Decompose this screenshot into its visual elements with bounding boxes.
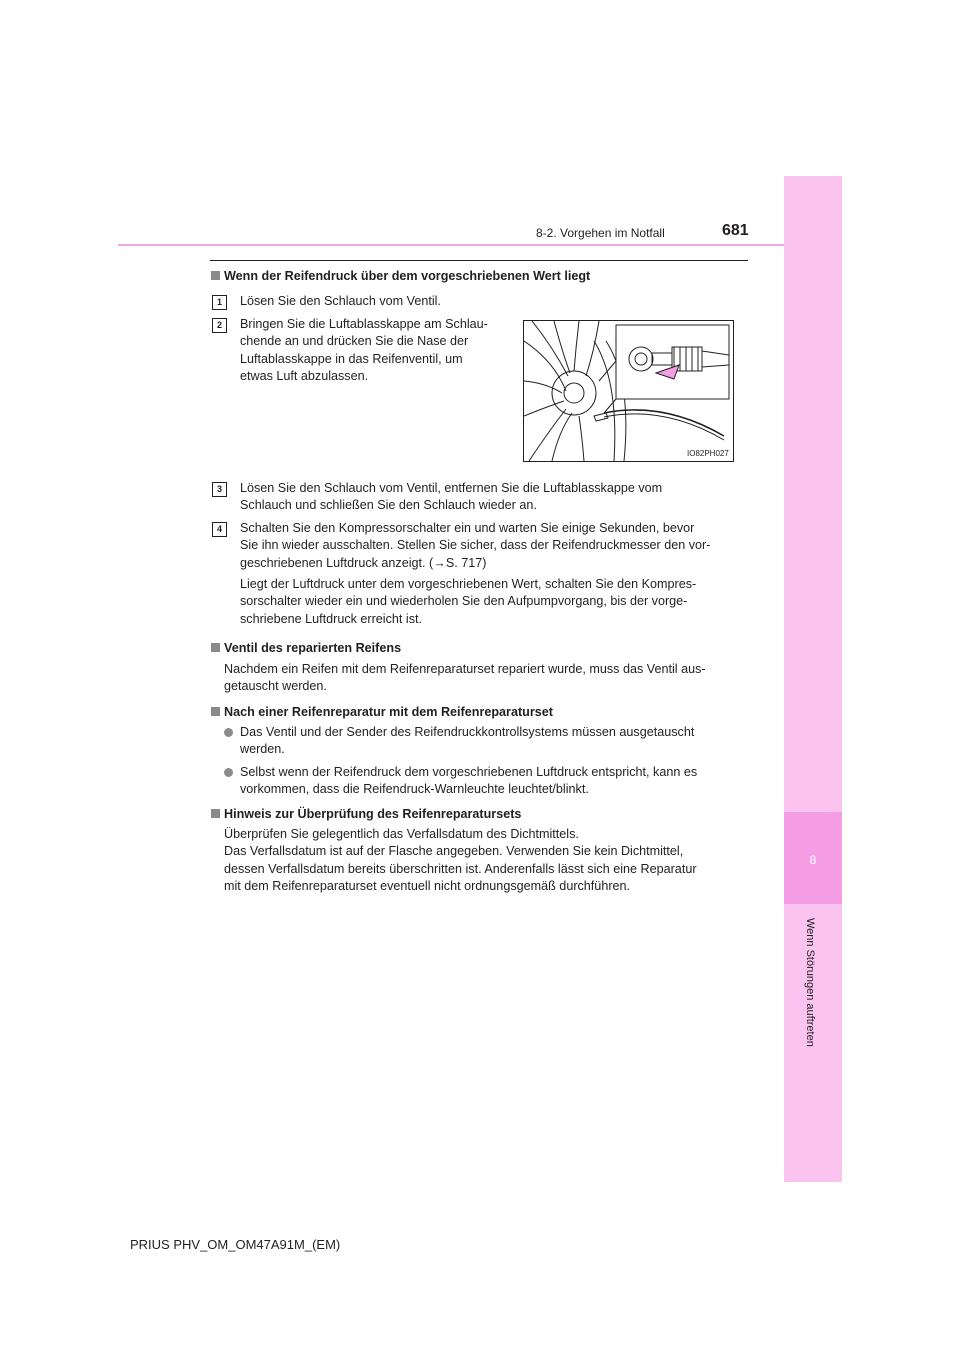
page-number: 681	[722, 222, 749, 239]
step-1-text: Lösen Sie den Schlauch vom Ventil.	[240, 294, 441, 308]
step-3-text: Lösen Sie den Schlauch vom Ventil, entfernen Sie die Luftablasskappe vom Schlauch und schließen Sie den Schlauch wieder an.	[240, 481, 663, 513]
section-title: 8-2. Vorgehen im Notfall	[536, 226, 665, 240]
figure-code: IO82PH027	[687, 449, 729, 458]
heading-repaired-valve: Ventil des reparierten Reifens	[211, 640, 401, 657]
repaired-valve-text: Nachdem ein Reifen mit dem Reifenreparaturset repariert wurde, muss das Ventil aus- getauscht werden.	[224, 662, 706, 694]
step-number-2: 2	[212, 318, 227, 333]
chapter-title: Wenn Störungen auftreten	[804, 918, 816, 1047]
chapter-title-vertical	[804, 918, 822, 1068]
wheel-valve-drawing	[524, 321, 733, 461]
kit-check-text: Überprüfen Sie gelegentlich das Verfallsdatum des Dichtmittels. Das Verfallsdatum ist auf der Flasche angegeben. Verwenden Sie kein Dichtmittel, dessen Verfallsdatum bereits überschritten ist. Anderenfalls lässt sich eine Reparatur mit dem Reifenreparaturset eventuell nicht ordnungsgemäß durchführen.	[224, 827, 697, 894]
square-bullet-icon	[211, 643, 220, 652]
step-number-1: 1	[212, 295, 227, 310]
tire-valve-illustration	[523, 320, 734, 462]
square-bullet-icon	[211, 809, 220, 818]
step-4-text: Schalten Sie den Kompressorschalter ein und warten Sie einige Sekunden, bevor Sie ihn wieder ausschalten. Stellen Sie sicher, dass der Reifendruckmesser den vor- geschriebenen Luftdruck anzeigt. (→S. 717)	[240, 521, 711, 570]
square-bullet-icon	[211, 707, 220, 716]
document-code: PRIUS PHV_OM_OM47A91M_(EM)	[130, 1237, 341, 1252]
heading-kit-check: Hinweis zur Überprüfung des Reifenreparatursets	[211, 806, 521, 823]
content-top-rule	[210, 260, 748, 261]
step-2-text: Bringen Sie die Luftablasskappe am Schlau- chende an und drücken Sie die Nase der Luftablasskappe in das Reifenventil, um etwas Luft abzulassen.	[240, 317, 488, 384]
step-number-4: 4	[212, 522, 227, 537]
square-bullet-icon	[211, 271, 220, 280]
chapter-number: 8	[809, 853, 817, 867]
after-repair-bullet-1: Das Ventil und der Sender des Reifendruckkontrollsystems müssen ausgetauscht werden.	[224, 724, 746, 759]
heading-overpressure: Wenn der Reifendruck über dem vorgeschriebenen Wert liegt	[211, 268, 590, 285]
heading-after-repair: Nach einer Reifenreparatur mit dem Reifenreparaturset	[211, 704, 553, 721]
step-4-extra-text: Liegt der Luftdruck unter dem vorgeschriebenen Wert, schalten Sie den Kompres- sorschalter wieder ein und wiederholen Sie den Aufpumpvorgang, bis der vorge- schriebene Luftdruck erreicht ist.	[240, 577, 697, 626]
round-bullet-icon	[224, 768, 233, 777]
step-number-3: 3	[212, 482, 227, 497]
round-bullet-icon	[224, 728, 233, 737]
after-repair-bullet-2: Selbst wenn der Reifendruck dem vorgeschriebenen Luftdruck entspricht, kann es vorkommen, dass die Reifendruck-Warnleuchte leuchtet/blinkt.	[224, 764, 746, 799]
header-rule	[118, 244, 784, 246]
